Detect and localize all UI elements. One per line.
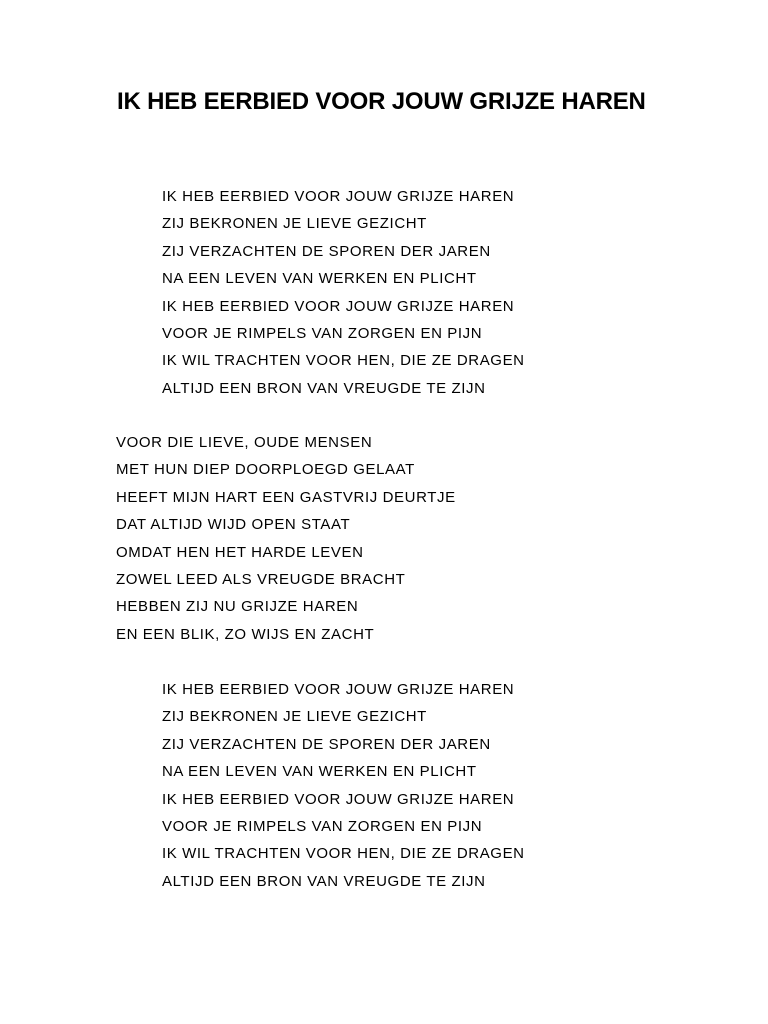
poem-line: DAT ALTIJD WIJD OPEN STAAT [116, 516, 351, 534]
page-title: IK HEB EERBIED VOOR JOUW GRIJZE HAREN [117, 88, 646, 115]
poem-line: NA EEN LEVEN VAN WERKEN EN PLICHT [162, 763, 477, 781]
poem-line: ZOWEL LEED ALS VREUGDE BRACHT [116, 570, 406, 588]
poem-line: ALTIJD EEN BRON VAN VREUGDE TE ZIJN [162, 379, 486, 397]
poem-line: ZIJ BEKRONEN JE LIEVE GEZICHT [162, 215, 427, 233]
poem-line: ALTIJD EEN BRON VAN VREUGDE TE ZIJN [162, 872, 486, 890]
stanza-chorus-2 [162, 676, 525, 895]
stanza-verse [116, 429, 456, 648]
poem-line: NA EEN LEVEN VAN WERKEN EN PLICHT [162, 270, 477, 288]
poem-line: IK HEB EERBIED VOOR JOUW GRIJZE HAREN [162, 297, 515, 315]
poem-line: HEBBEN ZIJ NU GRIJZE HAREN [116, 598, 359, 616]
stanza-chorus-1 [162, 183, 525, 402]
poem-line: IK WIL TRACHTEN VOOR HEN, DIE ZE DRAGEN [162, 352, 525, 370]
poem-line: VOOR DIE LIEVE, OUDE MENSEN [116, 434, 373, 451]
poem-line: VOOR JE RIMPELS VAN ZORGEN EN PIJN [162, 324, 483, 342]
poem-line: ZIJ VERZACHTEN DE SPOREN DER JAREN [162, 735, 491, 753]
poem-line: IK WIL TRACHTEN VOOR HEN, DIE ZE DRAGEN [162, 845, 525, 863]
poem-line: IK HEB EERBIED VOOR JOUW GRIJZE HAREN [162, 790, 515, 808]
poem-line: IK HEB EERBIED VOOR JOUW GRIJZE HAREN [162, 188, 515, 205]
poem-line: MET HUN DIEP DOORPLOEGD GELAAT [116, 461, 415, 479]
poem-line: IK HEB EERBIED VOOR JOUW GRIJZE HAREN [162, 681, 515, 698]
poem-line: ZIJ BEKRONEN JE LIEVE GEZICHT [162, 708, 427, 726]
poem-line: EN EEN BLIK, ZO WIJS EN ZACHT [116, 625, 375, 643]
poem-line: VOOR JE RIMPELS VAN ZORGEN EN PIJN [162, 817, 483, 835]
poem-line: ZIJ VERZACHTEN DE SPOREN DER JAREN [162, 242, 491, 260]
poem-line: HEEFT MIJN HART EEN GASTVRIJ DEURTJE [116, 488, 456, 506]
poem-line: OMDAT HEN HET HARDE LEVEN [116, 543, 364, 561]
